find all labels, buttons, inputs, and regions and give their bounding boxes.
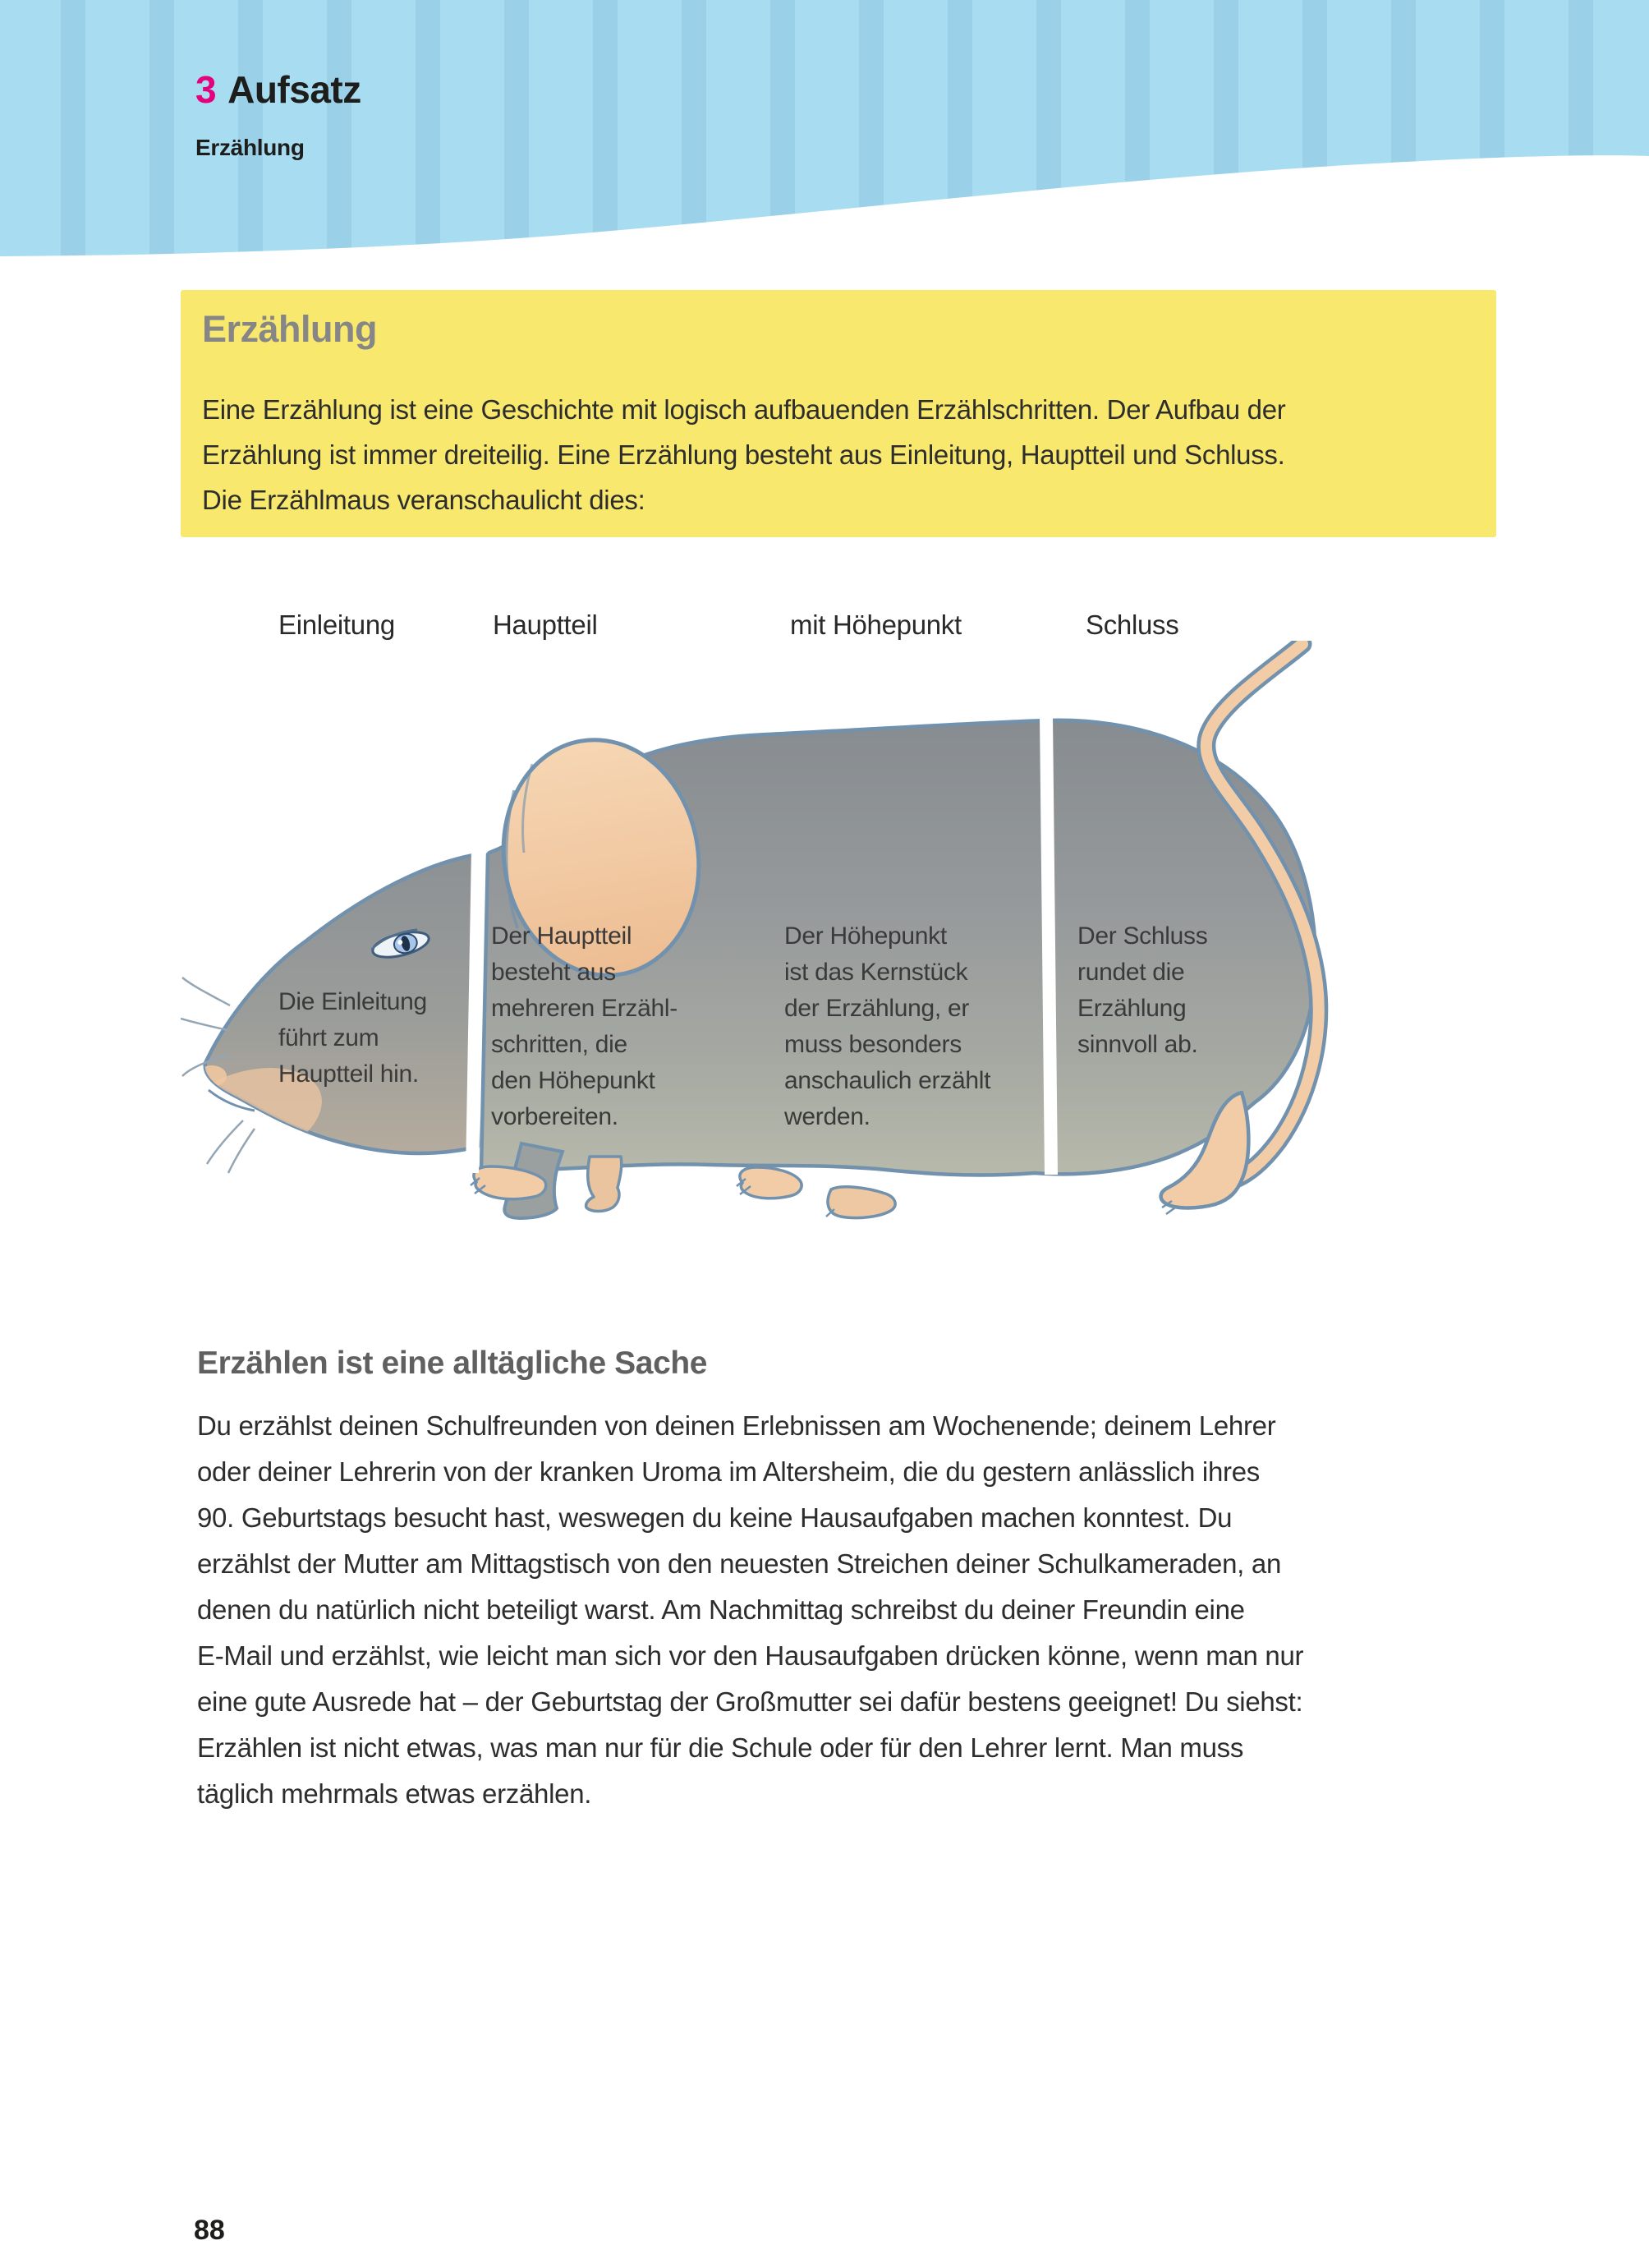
intro-line: Die Erzählmaus veranschaulicht dies: [202,485,645,515]
mouse-far-middle-foot [826,1187,895,1218]
text-line: der Erzählung, er [784,995,970,1022]
text-line: mehreren Erzähl- [491,995,678,1022]
text-line: Der Höhepunkt [784,922,947,950]
paragraph-line: denen du natürlich nicht beteiligt warst. Am Nachmittag schreibst du deiner Freundin eine [197,1594,1245,1625]
label-einleitung: Einleitung [278,610,395,640]
paragraph-line: erzählst der Mutter am Mittagstisch von den neuesten Streichen deiner Schulkameraden, an [197,1548,1281,1579]
text-line: Erzählung [1077,995,1187,1022]
text-line: den Höhepunkt [491,1067,655,1094]
intro-box-title: Erzählung [202,308,378,350]
chapter-title [195,67,361,112]
section-text-schluss [1077,918,1207,1063]
header-band-shape [0,0,1649,256]
mouse-far-front-leg [586,1157,622,1212]
paragraph-line: 90. Geburtstags besucht hast, weswegen du keine Hausaufgaben machen konntest. Du [197,1502,1233,1533]
section-text-hauptteil [491,918,678,1135]
text-line: Hauptteil hin. [278,1060,419,1088]
text-line: muss besonders [784,1031,962,1058]
text-line: Die Einleitung [278,988,427,1015]
intro-box [181,290,1496,537]
intro-box-text [202,387,1475,522]
chapter-number: 3 [195,68,217,111]
section-heading: Erzählen ist eine alltägliche Sache [197,1346,708,1381]
paragraph-line: oder deiner Lehrerin von der kranken Uroma im Altersheim, die du gestern anlässlich ihres [197,1456,1260,1487]
intro-line: Erzählung ist immer dreiteilig. Eine Erzählung besteht aus Einleitung, Hauptteil und Schluss. [202,439,1285,470]
chapter-subtitle: Erzählung [195,135,305,160]
text-line: sinnvoll ab. [1077,1031,1198,1058]
paragraph-line: E-Mail und erzählst, wie leicht man sich vor den Hausaufgaben drücken könne, wenn man nur [197,1640,1304,1671]
text-line: Der Schluss [1077,922,1208,950]
text-line: vorbereiten. [491,1103,618,1130]
label-hauptteil: Hauptteil [493,610,598,640]
text-line: Der Hauptteil [491,922,632,950]
main-paragraph [197,1403,1527,1817]
text-line: schritten, die [491,1031,627,1058]
text-line: rundet die [1077,959,1185,986]
paragraph-line: täglich mehrmals etwas erzählen. [197,1778,592,1809]
label-mit-hoehepunkt: mit Höhepunkt [790,610,962,640]
text-line: ist das Kernstück [784,959,968,986]
paragraph-line: eine gute Ausrede hat – der Geburtstag der Großmutter sei dafür bestens geeignet! Du siehst: [197,1686,1303,1717]
mouse-middle-foot [737,1167,802,1198]
section-text-einleitung [278,984,427,1093]
paragraph-line: Erzählen ist nicht etwas, was man nur für die Schule oder für den Lehrer lernt. Man muss [197,1732,1244,1763]
paragraph-line: Du erzählst deinen Schulfreunden von deinen Erlebnissen am Wochenende; deinem Lehrer [197,1410,1276,1441]
section-text-hoehepunkt [784,918,990,1135]
text-line: anschaulich erzählt [784,1067,991,1094]
text-line: besteht aus [491,959,616,986]
page-number: 88 [194,2215,225,2246]
intro-line: Eine Erzählung ist eine Geschichte mit logisch aufbauenden Erzählschritten. Der Aufbau der [202,394,1286,425]
chapter-title-text: Aufsatz [227,68,361,111]
text-line: werden. [784,1103,870,1130]
text-line: führt zum [278,1024,379,1051]
label-schluss: Schluss [1086,610,1179,640]
